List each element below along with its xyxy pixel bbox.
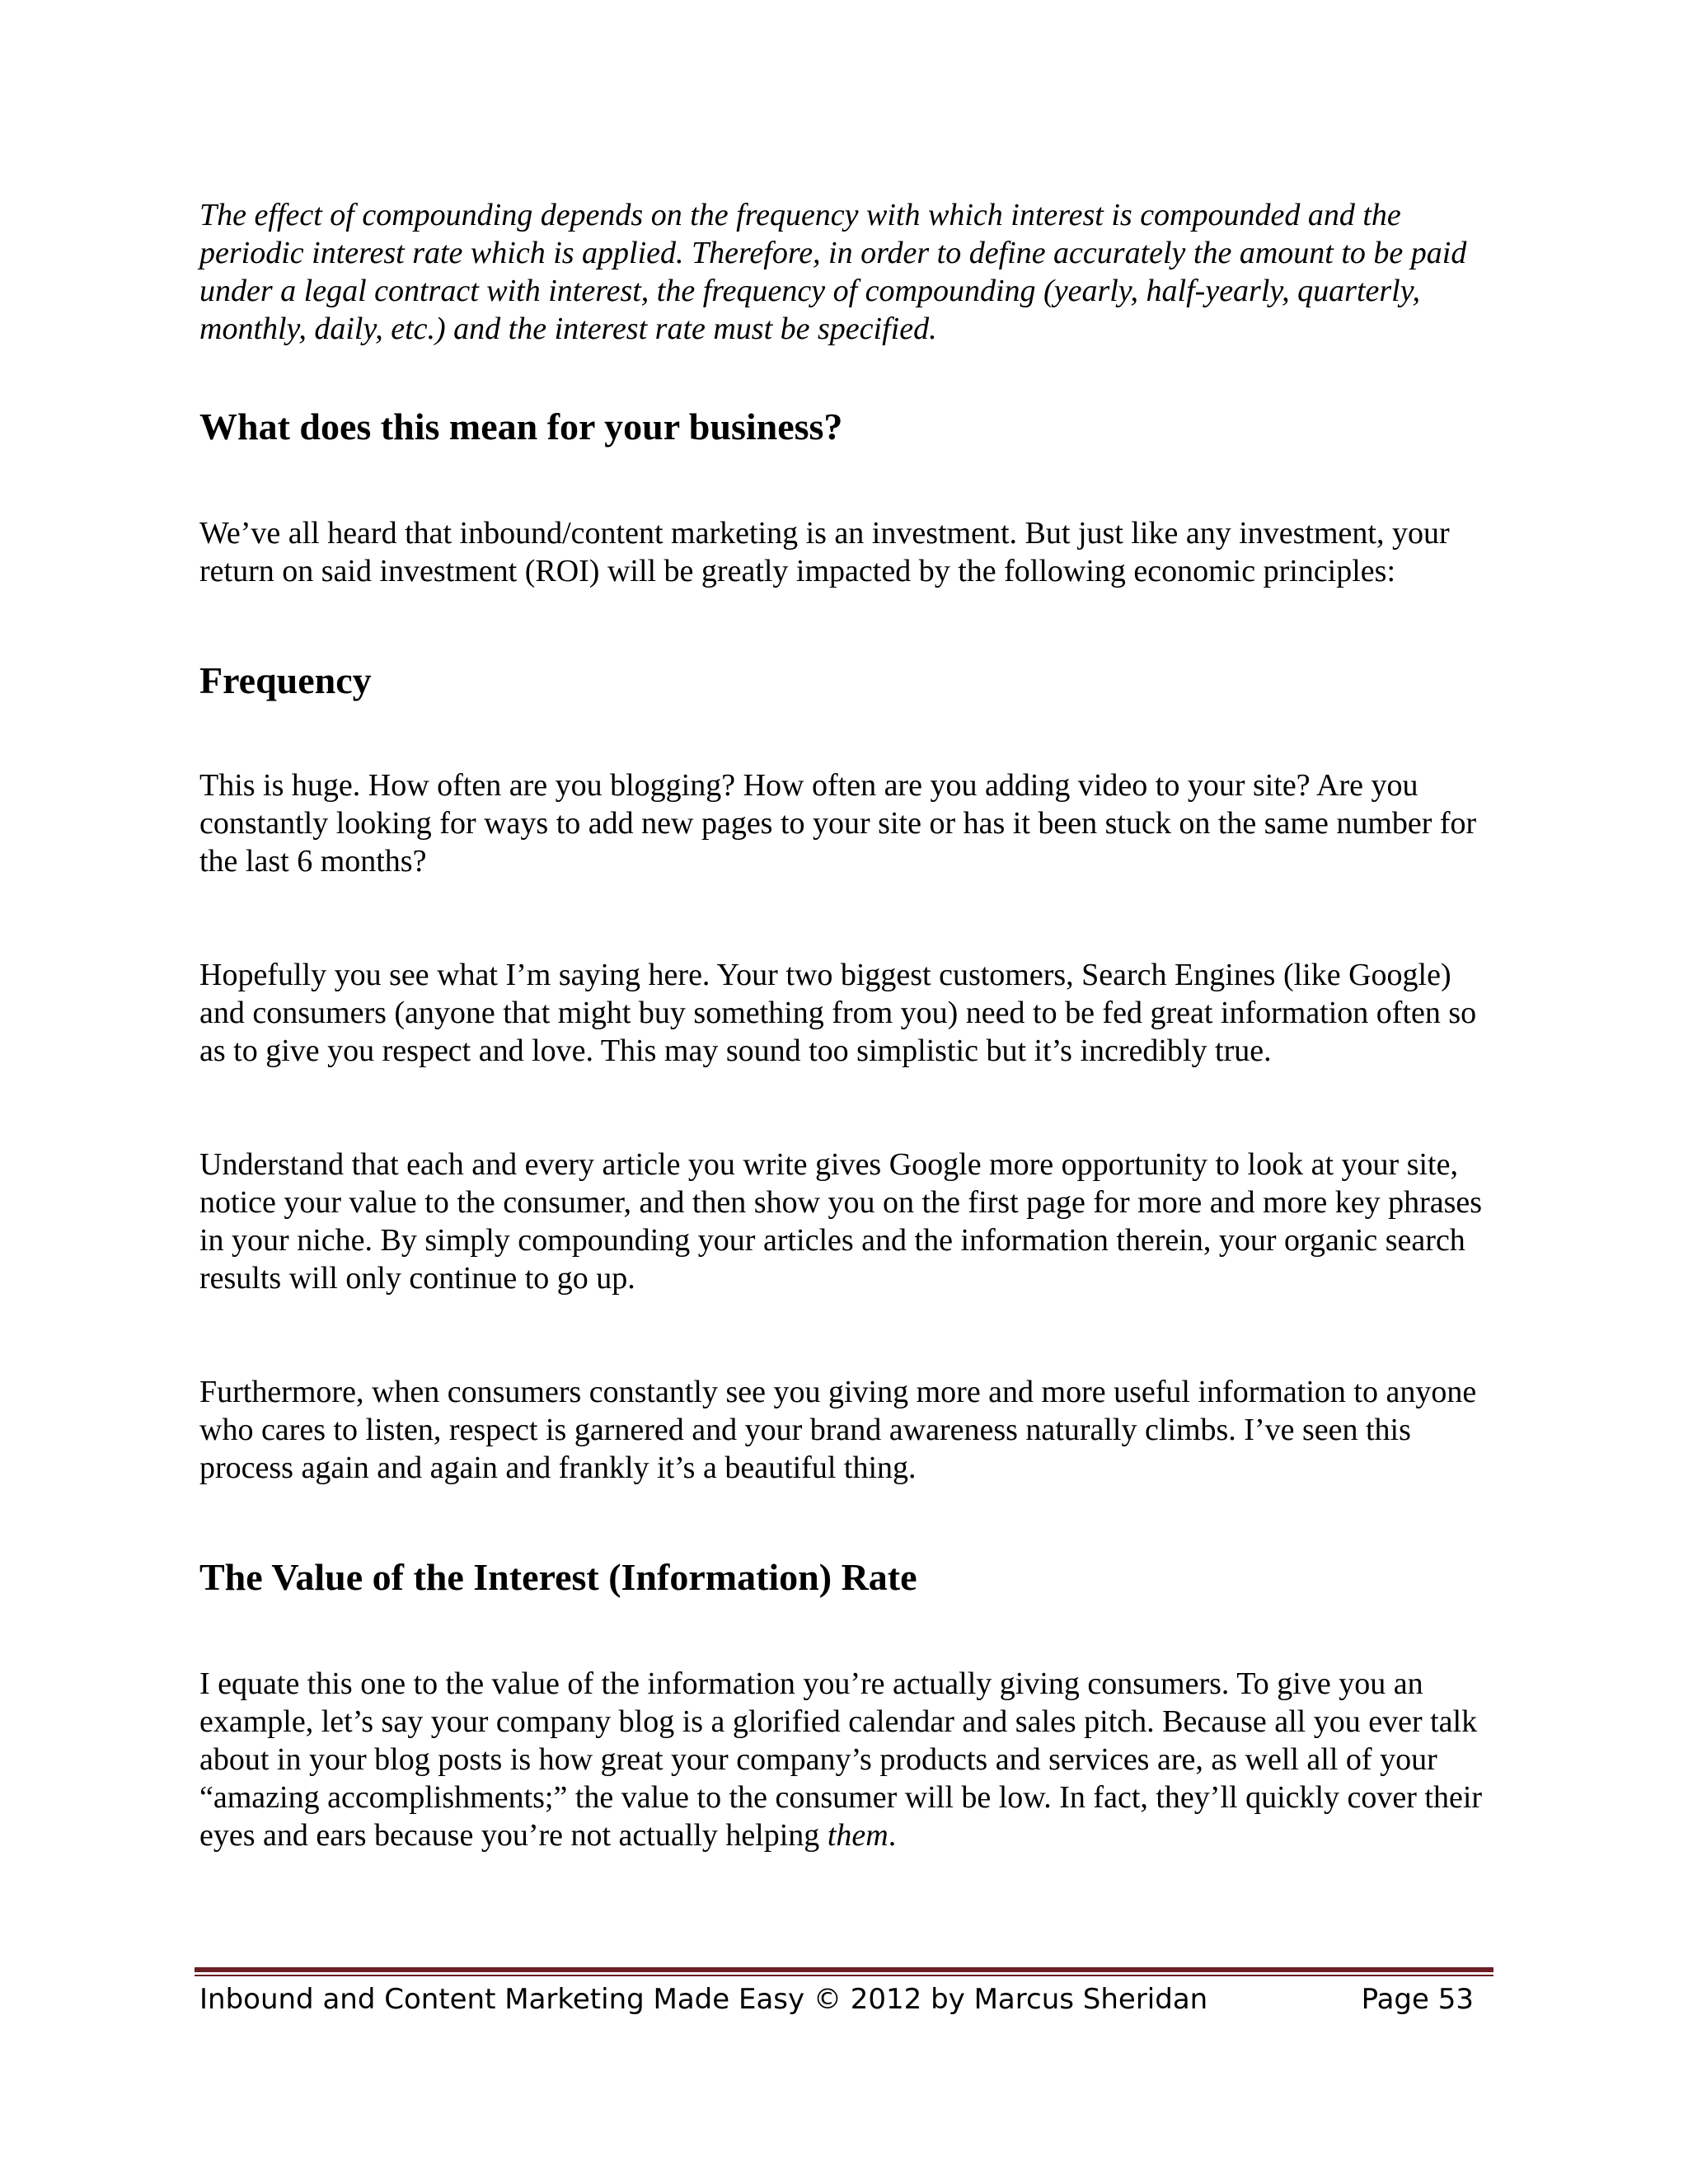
intro-quote: The effect of compounding depends on the frequency with which interest is compounded and the periodic interest rate which is applied. Therefore, in order to define accurately the amount to be paid under a legal contract with interest, the frequency of compounding (yearly, half-yearly, quarterly, monthly, daily, etc.) and the interest rate must be specified.: [199, 198, 1467, 346]
heading-interest-rate: The Value of the Interest (Information) Rate: [199, 1556, 917, 1598]
paragraph-interest-rate: [199, 1665, 1510, 1854]
paragraph-interest-rate-end: .: [888, 1818, 897, 1853]
paragraph-frequency-3: Understand that each and every article you write gives Google more opportunity to look at your site, notice your value to the consumer, and then show you on the first page for more and more key phrases in your niche. By simply compounding your articles and the information therein, your organic search results will only continue to go up.: [199, 1147, 1483, 1296]
footer-divider-thick: [195, 1967, 1493, 1972]
paragraph-interest-rate-emphasis: them: [827, 1818, 889, 1853]
page-number: Page 53: [1361, 1983, 1474, 2016]
footer-divider: [195, 1967, 1493, 1977]
paragraph-investment: We’ve all heard that inbound/content marketing is an investment. But just like any investment, your return on said investment (ROI) will be greatly impacted by the following economic principles:: [199, 516, 1450, 588]
footer-divider-thin: [195, 1975, 1493, 1976]
page-content: [199, 196, 1510, 1854]
paragraph-frequency-2: Hopefully you see what I’m saying here. Your two biggest customers, Search Engines (like Google) and consumers (anyone that might buy something from you) need to be fed great information often so as to give you respect and love. This may sound too simplistic but it’s incredibly true.: [199, 958, 1477, 1068]
paragraph-frequency-1: This is huge. How often are you blogging? How often are you adding video to your site? Are you constantly looking for ways to add new pages to your site or has it been stuck on the same number for the last 6 months?: [199, 768, 1477, 879]
paragraph-frequency-4: Furthermore, when consumers constantly see you giving more and more useful information to anyone who cares to listen, respect is garnered and your brand awareness naturally climbs. I’ve seen this process again and again and frankly it’s a beautiful thing.: [199, 1375, 1477, 1485]
heading-business: What does this mean for your business?: [199, 405, 843, 448]
footer-copyright: Inbound and Content Marketing Made Easy © 2012 by Marcus Sheridan: [199, 1983, 1208, 2016]
heading-frequency: Frequency: [199, 659, 372, 701]
paragraph-interest-rate-text: I equate this one to the value of the information you’re actually giving consumers. To give you an example, let’s say your company blog is a glorified calendar and sales pitch. Because all you ever talk about in your blog posts is how great your company’s products and services are, as well all of your “amazing accomplishments;” the value to the consumer will be low. In fact, they’ll quickly cover their eyes and ears because you’re not actually helping: [199, 1666, 1483, 1853]
